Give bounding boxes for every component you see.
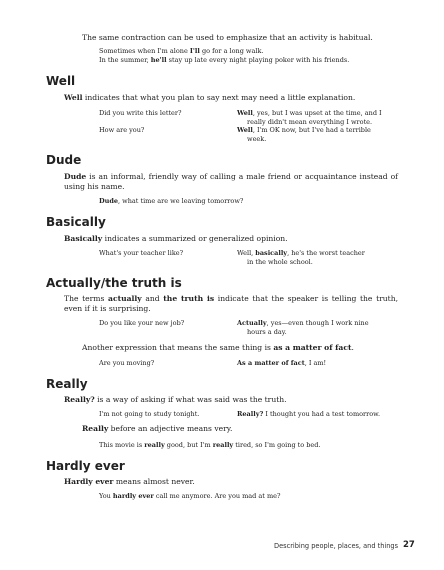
heading-hardly-ever: Hardly ever xyxy=(46,459,125,473)
really-question: I'm not going to study tonight. xyxy=(99,410,200,418)
hardly-ever-description: Hardly ever means almost never. xyxy=(64,477,195,486)
really-description-2: Really before an adjective means very. xyxy=(82,424,233,433)
page-number: 27 xyxy=(403,540,415,550)
heading-dude: Dude xyxy=(46,153,82,167)
heading-basically: Basically xyxy=(46,215,106,229)
actually-question-2: Are you moving? xyxy=(99,359,155,367)
basically-answer: Well, basically, he's the worst teacher in the whole school. xyxy=(237,249,365,266)
footer-text: Describing people, places, and things xyxy=(274,542,399,550)
actually-question: Do you like your new job? xyxy=(99,319,185,327)
heading-well: Well xyxy=(46,74,76,88)
basically-question: What's your teacher like? xyxy=(99,249,184,257)
well-question-1: Did you write this letter? xyxy=(99,109,182,117)
well-answer-1: Well, yes, but I was upset at the time, and I really didn't mean everything I wrote. xyxy=(237,109,382,126)
actually-answer: Actually, yes—even though I work nine hours a day. xyxy=(237,319,369,336)
well-description: Well indicates that what you plan to say next may need a little explanation. xyxy=(64,93,356,102)
hardly-ever-example: You hardly ever call me anymore. Are you mad at me? xyxy=(99,492,281,500)
heading-really: Really xyxy=(46,377,88,391)
really-answer: Really? I thought you had a test tomorrow. xyxy=(237,410,381,418)
really-description: Really? is a way of asking if what was said was the truth. xyxy=(64,395,287,404)
well-answer-2: Well, I'm OK now, but I've had a terrible week. xyxy=(237,126,371,143)
intro-example-2: In the summer, he'll stay up late every night playing poker with his friends. xyxy=(99,56,350,64)
dude-example: Dude, what time are we leaving tomorrow? xyxy=(99,197,244,205)
well-question-2: How are you? xyxy=(99,126,145,134)
basically-description: Basically indicates a summarized or generalized opinion. xyxy=(64,234,288,243)
really-example: This movie is really good, but I'm really tired, so I'm going to bed. xyxy=(99,441,321,449)
actually-answer-2: As a matter of fact, I am! xyxy=(237,359,327,367)
dude-description: Dude is an informal, friendly way of calling a male friend or acquaintance instead of using his name. xyxy=(64,172,398,191)
intro-text: The same contraction can be used to emphasize that an activity is habitual. xyxy=(82,33,373,42)
heading-actually: Actually/the truth is xyxy=(46,276,182,290)
intro-example-1: Sometimes when I'm alone I'll go for a long walk. xyxy=(99,47,264,55)
actually-description-2: Another expression that means the same thing is as a matter of fact. xyxy=(82,343,354,352)
actually-description: The terms actually and the truth is indicate that the speaker is telling the truth, even if it is surprising. xyxy=(64,294,398,313)
